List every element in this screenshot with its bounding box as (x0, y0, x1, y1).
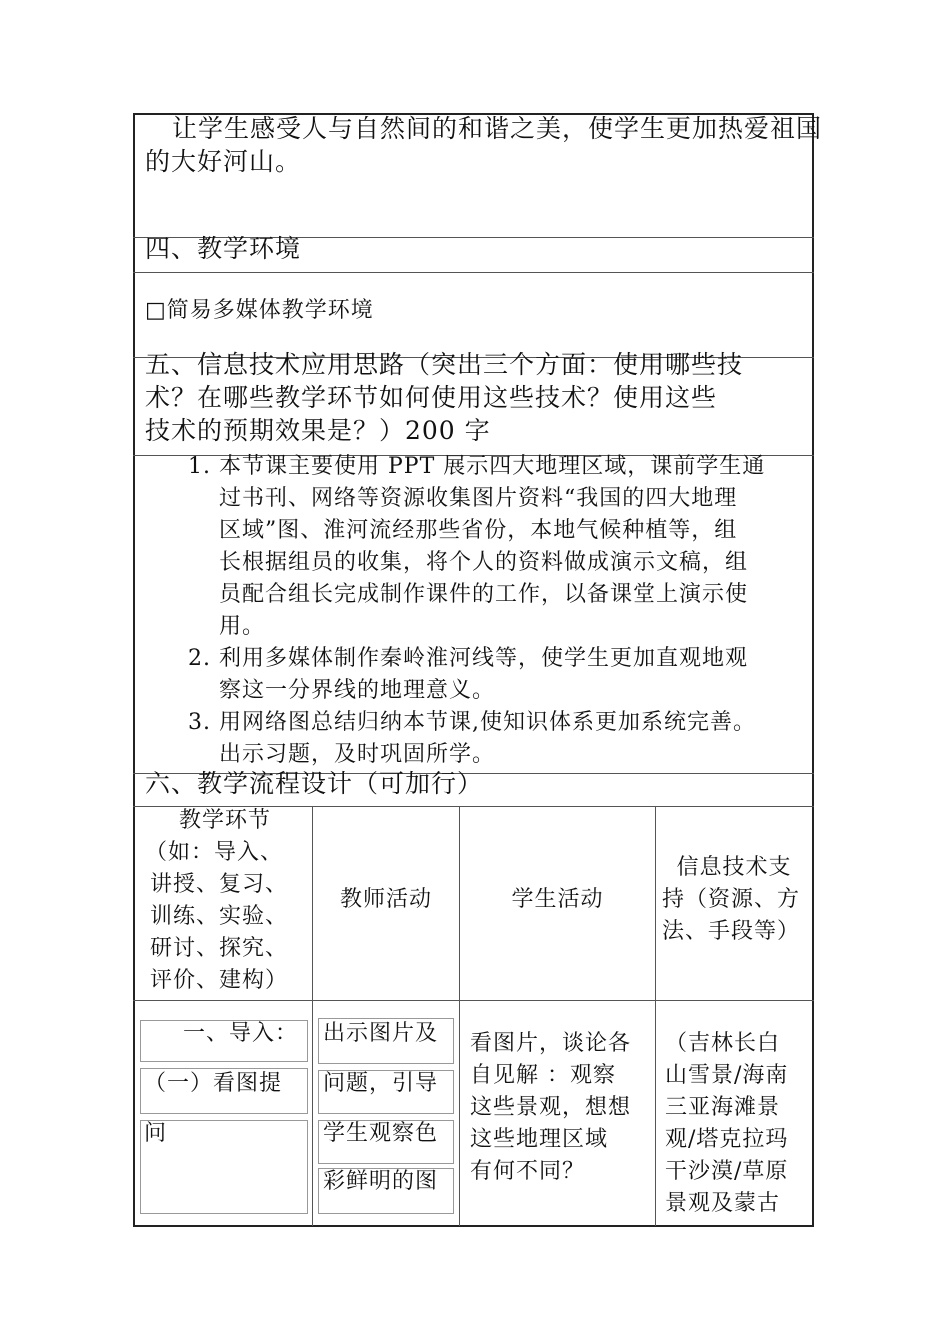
header-stage-line: 评价、建构） (150, 968, 289, 993)
row-divider (133, 1000, 814, 1001)
teacher-text: 问题，引导 (323, 1071, 439, 1096)
checkbox-icon: □ (145, 298, 167, 323)
tech-text-line: 干沙漠/草原 (665, 1159, 789, 1184)
environment-label: 简易多媒体教学环境 (166, 298, 374, 323)
section3-line-2: 的大好河山。 (145, 147, 302, 176)
tech-text-line: 景观及蒙古 (665, 1191, 781, 1216)
table-border-bottom (133, 1225, 814, 1227)
table-border-left (133, 113, 135, 1227)
list-number: 2. (188, 646, 211, 671)
student-text-line: 看图片，谈论各 (470, 1031, 632, 1056)
stage-text: 问 (144, 1121, 168, 1146)
student-text-line: 自见解 ：观察 (470, 1063, 616, 1088)
header-stage-line: 讲授、复习、 (150, 872, 289, 897)
list-item-line: 察这一分界线的地理意义。 (219, 678, 496, 703)
section6-heading: 六、教学流程设计（可加行） (145, 769, 484, 798)
section5-heading-line-1: 五、信息技术应用思路（突出三个方面：使用哪些技 (145, 350, 744, 379)
tech-text-line: （吉林长白 (665, 1031, 781, 1056)
section5-heading-line-2: 术？在哪些教学环节如何使用这些技术？使用这些 (145, 383, 718, 412)
section5-heading-line-3: 技术的预期效果是？）200 字 (145, 416, 491, 445)
list-item-line: 用。 (219, 614, 266, 639)
header-stage-line: 训练、实验、 (150, 904, 289, 929)
list-number: 1. (188, 454, 211, 479)
header-stage-line: （如：导入、 (145, 840, 284, 865)
header-tech-line: 持（资源、方 (662, 887, 801, 912)
environment-option (145, 295, 374, 327)
header-stage-line: 教学环节 (178, 808, 271, 833)
list-item-line: 本节课主要使用 PPT 展示四大地理区域，课前学生通 (219, 454, 766, 479)
student-text-line: 这些景观，想想 (470, 1095, 632, 1120)
stage-text: （一）看图提 (144, 1071, 283, 1096)
student-text-line: 这些地理区域 (470, 1127, 609, 1152)
column-divider (459, 806, 460, 1226)
list-item-line: 长根据组员的收集，将个人的资料做成演示文稿，组 (219, 550, 749, 575)
column-divider (312, 806, 313, 1226)
tech-text-line: 山雪景/海南 (665, 1063, 789, 1088)
teacher-text: 彩鲜明的图 (323, 1169, 439, 1194)
tech-text-line: 观/塔克拉玛 (665, 1127, 789, 1152)
stage-text: 一、导入： (183, 1021, 299, 1046)
header-stage-line: 研讨、探究、 (150, 936, 289, 961)
table-border-right (812, 113, 814, 1227)
list-item-line: 过书刊、网络等资源收集图片资料“我国的四大地理 (219, 486, 738, 511)
tech-text-line: 三亚海滩景 (665, 1095, 781, 1120)
column-divider (655, 806, 656, 1226)
list-item-line: 利用多媒体制作秦岭淮河线等，使学生更加直观地观 (219, 646, 749, 671)
list-item-line: 用网络图总结归纳本节课,使知识体系更加系统完善。 (219, 710, 756, 735)
header-tech-line: 法、手段等） (662, 919, 801, 944)
header-student-activity: 学生活动 (511, 887, 604, 912)
header-tech-line: 信息技术支 (676, 855, 792, 880)
section3-line-1: 让学生感受人与自然间的和谐之美，使学生更加热爱祖国 (172, 114, 823, 143)
list-item-line: 员配合组长完成制作课件的工作，以备课堂上演示使 (219, 582, 749, 607)
section4-heading: 四、教学环境 (145, 234, 302, 263)
list-number: 3. (188, 710, 211, 735)
header-teacher-activity: 教师活动 (339, 887, 432, 912)
student-text-line: 有何不同？ (470, 1159, 586, 1184)
row-divider (133, 272, 814, 273)
teacher-text: 学生观察色 (323, 1121, 439, 1146)
teacher-text: 出示图片及 (323, 1021, 439, 1046)
list-item-line: 区域”图、淮河流经那些省份，本地气候种植等，组 (219, 518, 738, 543)
list-item-line: 出示习题，及时巩固所学。 (219, 742, 496, 767)
